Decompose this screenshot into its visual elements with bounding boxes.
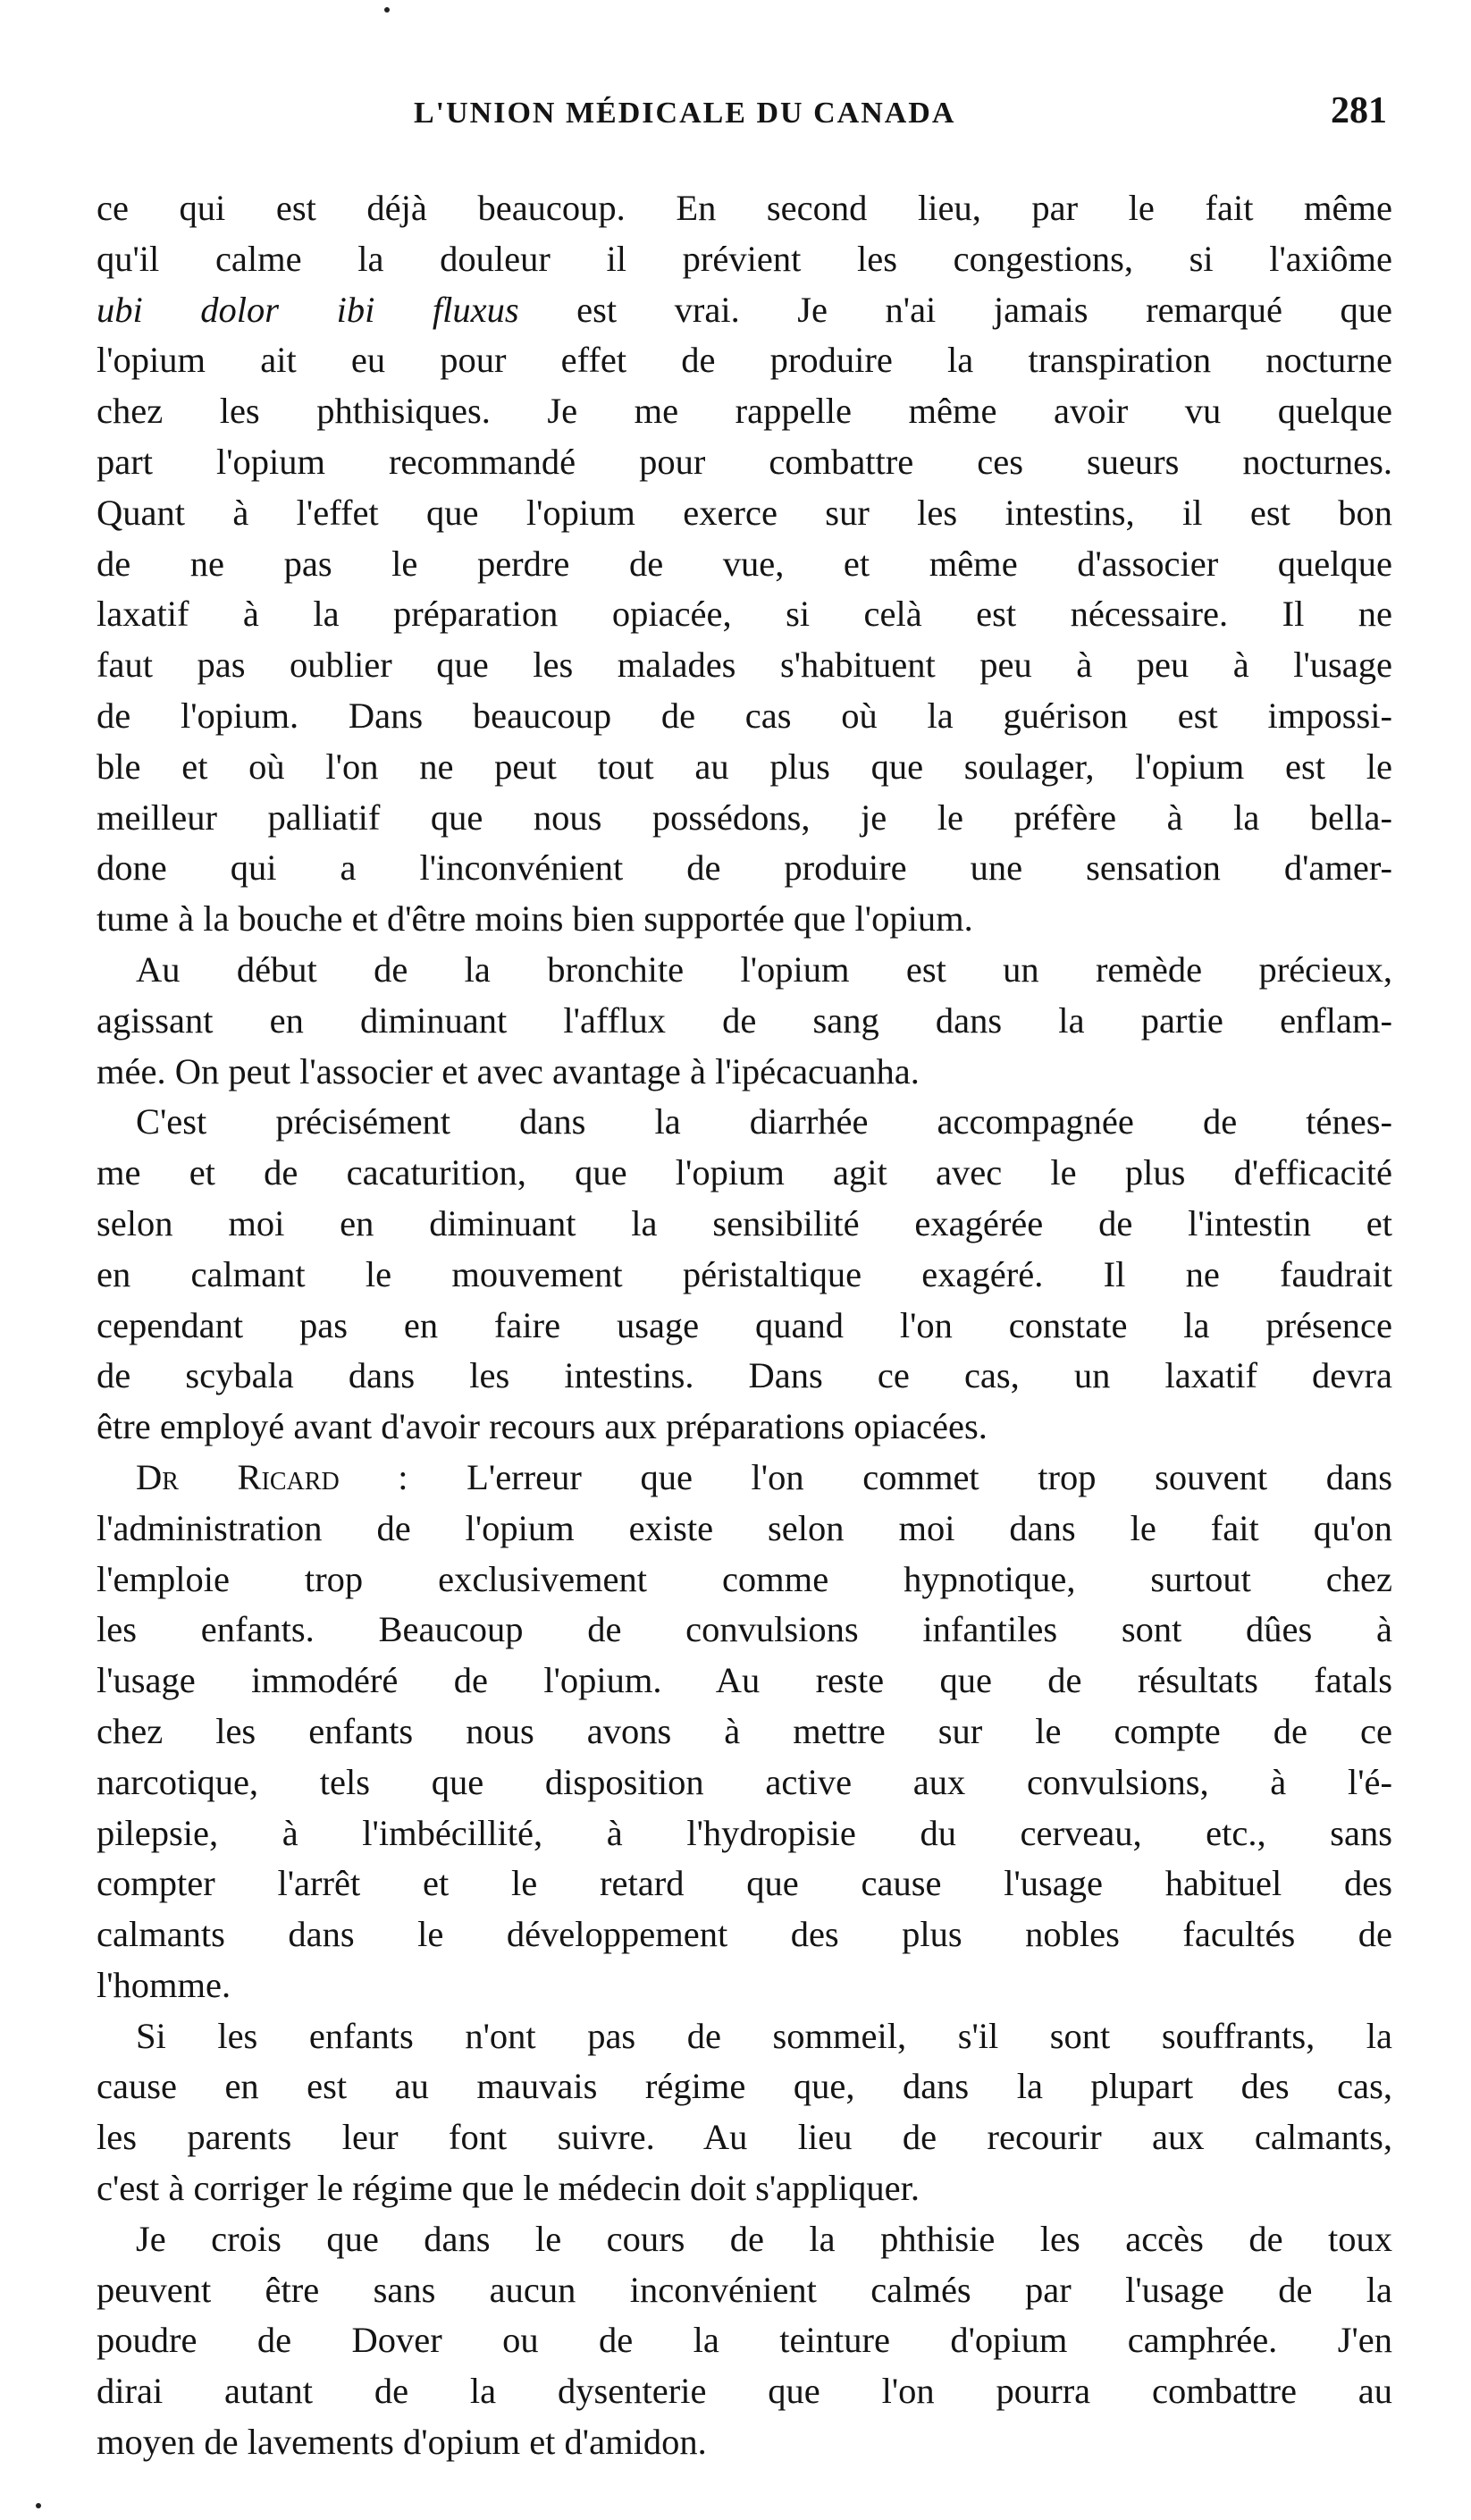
text-line: être employé avant d'avoir recours aux préparations opiacées. xyxy=(97,1406,988,1447)
text-line: Je crois que dans le cours de la phthisie les accès de toux xyxy=(136,2218,1392,2259)
running-head xyxy=(97,89,1392,143)
text-line: ubi dolor ibi fluxus est vrai. Je n'ai jamais remarqué que xyxy=(97,289,1392,330)
text-line: Au début de la bronchite l'opium est un remède précieux, xyxy=(136,948,1392,990)
print-speck xyxy=(384,7,390,13)
text-line: peuvent être sans aucun inconvénient calmés par l'usage de la xyxy=(97,2269,1392,2310)
text-line: ble et où l'on ne peut tout au plus que soulager, l'opium est le xyxy=(97,746,1392,787)
text-line: c'est à corriger le régime que le médecin doit s'appliquer. xyxy=(97,2168,920,2209)
print-speck xyxy=(36,2503,41,2508)
text-line: de l'opium. Dans beaucoup de cas où la guérison est impossi- xyxy=(97,695,1392,736)
body-text xyxy=(97,183,1392,2468)
text-line: calmants dans le développement des plus nobles facultés de xyxy=(97,1914,1392,1955)
text-line: l'homme. xyxy=(97,1964,231,2005)
text-line: cependant pas en faire usage quand l'on constate la présence xyxy=(97,1304,1392,1345)
text-line: l'usage immodéré de l'opium. Au reste que de résultats fatals xyxy=(97,1660,1392,1701)
text-line: chez les phthisiques. Je me rappelle même avoir vu quelque xyxy=(97,391,1392,432)
text-line: Si les enfants n'ont pas de sommeil, s'il sont souffrants, la xyxy=(136,2015,1392,2056)
text-line: l'emploie trop exclusivement comme hypnotique, surtout chez xyxy=(97,1558,1392,1599)
text-line: mée. On peut l'associer et avec avantage à l'ipécacuanha. xyxy=(97,1050,920,1091)
latin-phrase: ubi dolor ibi fluxus xyxy=(97,289,519,330)
text-line: en calmant le mouvement péristaltique exagéré. Il ne faudrait xyxy=(97,1253,1392,1294)
text-line: l'opium ait eu pour effet de produire la transpiration nocturne xyxy=(97,340,1392,381)
text-line: de ne pas le perdre de vue, et même d'associer quelque xyxy=(97,543,1392,584)
text-line: pilepsie, à l'imbécillité, à l'hydropisie du cerveau, etc., sans xyxy=(97,1812,1392,1853)
text-line: laxatif à la préparation opiacée, si celà est nécessaire. Il ne xyxy=(97,594,1392,635)
text-line: poudre de Dover ou de la teinture d'opium camphrée. J'en xyxy=(97,2320,1392,2361)
text-line: C'est précisément dans la diarrhée accompagnée de ténes- xyxy=(136,1101,1392,1142)
text-line: tume à la bouche et d'être moins bien supportée que l'opium. xyxy=(97,898,973,940)
text-line: l'administration de l'opium existe selon moi dans le fait qu'on xyxy=(97,1507,1392,1548)
text-line: Quant à l'effet que l'opium exerce sur les intestins, il est bon xyxy=(97,492,1392,533)
text-line: de scybala dans les intestins. Dans ce cas, un laxatif devra xyxy=(97,1355,1392,1396)
text-line: qu'il calme la douleur il prévient les congestions, si l'axiôme xyxy=(97,238,1392,279)
text-line: selon moi en diminuant la sensibilité exagérée de l'intestin et xyxy=(97,1202,1392,1243)
text-line: meilleur palliatif que nous possédons, je le préfère à la bella- xyxy=(97,796,1392,838)
text-line: chez les enfants nous avons à mettre sur le compte de ce xyxy=(97,1710,1392,1751)
text-line: faut pas oublier que les malades s'habituent peu à peu à l'usage xyxy=(97,645,1392,686)
text-line: part l'opium recommandé pour combattre ces sueurs nocturnes. xyxy=(97,441,1392,482)
running-title: L'UNION MÉDICALE DU CANADA xyxy=(414,97,956,130)
text-line: compter l'arrêt et le retard que cause l'usage habituel des xyxy=(97,1863,1392,1904)
text-line: les enfants. Beaucoup de convulsions infantiles sont dûes à xyxy=(97,1609,1392,1650)
text-line: done qui a l'inconvénient de produire une sensation d'amer- xyxy=(97,847,1392,889)
text-line: dirai autant de la dysenterie que l'on pourra combattre au xyxy=(97,2371,1392,2412)
text-line: moyen de lavements d'opium et d'amidon. xyxy=(97,2422,707,2463)
text-line: les parents leur font suivre. Au lieu de recourir aux calmants, xyxy=(97,2117,1392,2158)
text-line: agissant en diminuant l'afflux de sang dans la partie enflam- xyxy=(97,999,1392,1041)
text-line: cause en est au mauvais régime que, dans la plupart des cas, xyxy=(97,2066,1392,2107)
text-line: Dr Ricard : L'erreur que l'on commet trop souvent dans xyxy=(136,1456,1392,1497)
speaker-name: Dr Ricard xyxy=(136,1456,340,1497)
text-line: narcotique, tels que disposition active aux convulsions, à l'é- xyxy=(97,1761,1392,1802)
text-line: me et de cacaturition, que l'opium agit avec le plus d'efficacité xyxy=(97,1152,1392,1193)
text-line: ce qui est déjà beaucoup. En second lieu, par le fait même xyxy=(97,188,1392,228)
page-number: 281 xyxy=(1331,90,1387,131)
